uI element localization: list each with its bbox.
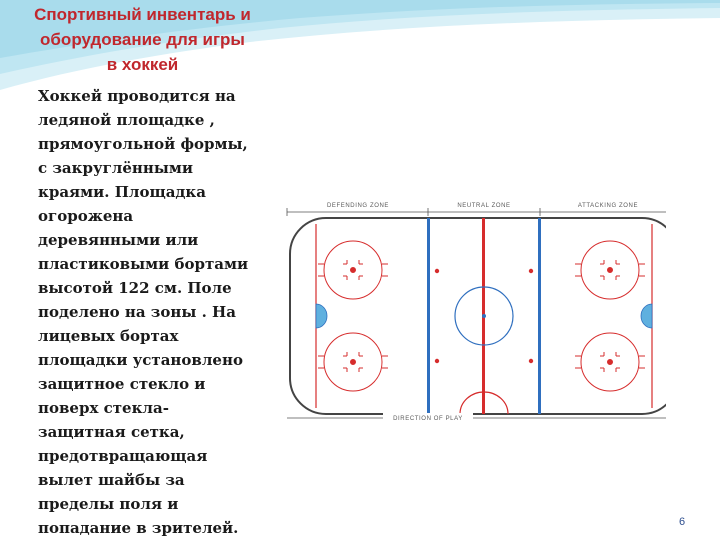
- body-line: вылет шайбы за: [38, 471, 185, 489]
- neutral-faceoff-dot: [435, 269, 439, 273]
- body-line: защитная сетка,: [38, 423, 185, 441]
- neutral-faceoff-dot: [529, 359, 533, 363]
- page-number: 6: [678, 516, 686, 528]
- zone-label-attacking: ATTACKING ZONE: [577, 203, 639, 209]
- body-line: пластиковыми бортами: [38, 255, 249, 273]
- body-line: защитное стекло и: [38, 375, 206, 393]
- zone-label-defending: DEFENDING ZONE: [326, 203, 390, 209]
- body-line: высотой 122 см. Поле: [38, 279, 232, 297]
- body-line: поделено на зоны . На: [38, 303, 236, 321]
- blue-line-right: [538, 218, 541, 414]
- title-line: в хоккей: [106, 55, 179, 74]
- zone-label-neutral: NEUTRAL ZONE: [457, 203, 511, 209]
- body-line: пределы поля и: [38, 495, 179, 513]
- body-line: поверх стекла-: [38, 399, 169, 417]
- body-line: с закруглёнными: [38, 159, 194, 177]
- hockey-rink-diagram: [282, 194, 666, 428]
- body-line: краями. Площадка: [38, 183, 206, 201]
- direction-arrow-icon: [287, 415, 666, 421]
- body-text: [38, 84, 278, 540]
- body-line: лицевых бортах: [38, 327, 179, 345]
- slide-title: [0, 2, 285, 77]
- neutral-faceoff-dot: [529, 269, 533, 273]
- body-line: деревянными или: [38, 231, 199, 249]
- zone-ruler: [287, 208, 666, 216]
- direction-of-play-label: DIRECTION OF PLAY: [393, 416, 463, 422]
- body-line: попадание в зрителей.: [38, 519, 239, 537]
- neutral-faceoff-dot: [435, 359, 439, 363]
- body-line: огорожена: [38, 207, 134, 225]
- body-line: прямоугольной формы,: [38, 135, 248, 153]
- rink-boards: [290, 218, 666, 414]
- center-faceoff-dot: [482, 314, 486, 318]
- blue-line-left: [427, 218, 430, 414]
- body-line: ледяной площадке ,: [38, 111, 215, 129]
- title-line: оборудование для игры: [40, 30, 245, 49]
- body-line: предотвращающая: [38, 447, 208, 465]
- title-line: Спортивный инвентарь и: [34, 5, 251, 24]
- body-line: площадки установлено: [38, 351, 243, 369]
- body-line: Хоккей проводится на: [38, 87, 236, 105]
